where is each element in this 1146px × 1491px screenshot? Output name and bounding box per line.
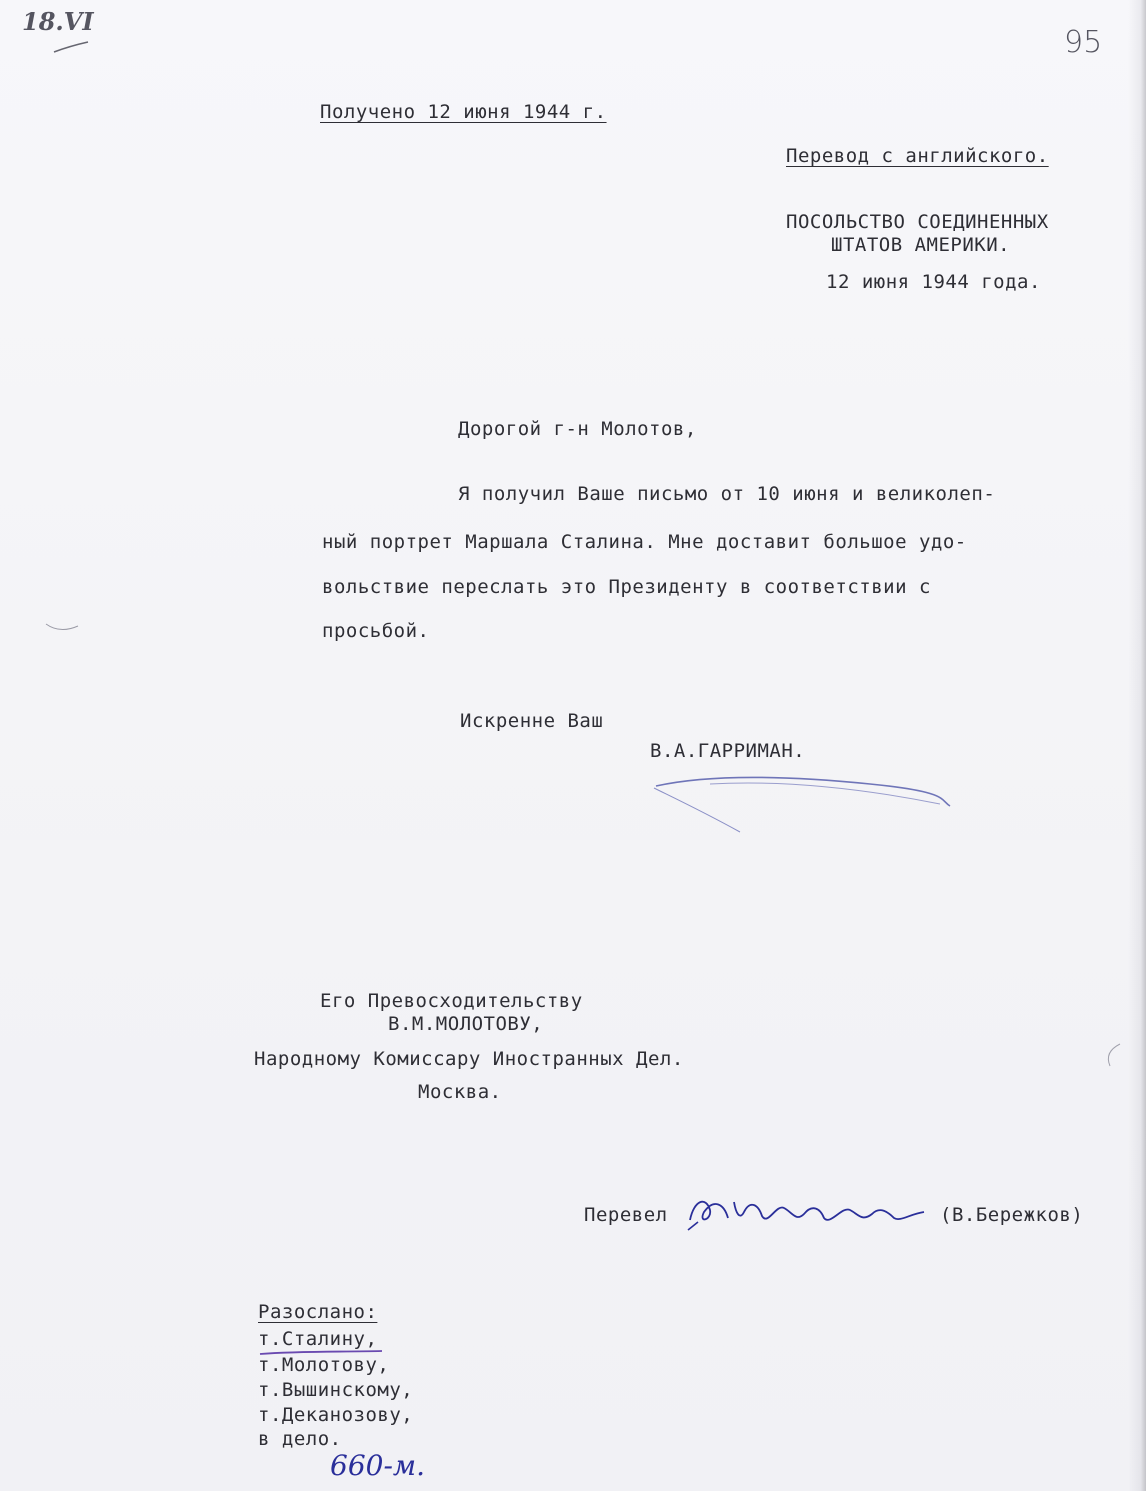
signature-flourish: [640, 770, 960, 860]
distribution-recipient: в дело.: [258, 1428, 342, 1450]
signer-name: В.А.ГАРРИМАН.: [650, 740, 806, 762]
paper-crease-mark: [1096, 1040, 1126, 1070]
received-stamp: Получено 12 июня 1944 г.: [320, 101, 607, 123]
translation-note: Перевод с английского.: [786, 145, 1049, 167]
distribution-title: Разослано:: [258, 1301, 378, 1323]
distribution-recipient: т.Вышинскому,: [258, 1379, 414, 1401]
closing: Искренне Ваш: [460, 710, 604, 732]
salutation: Дорогой г-н Молотов,: [458, 418, 697, 440]
body-line-2: ный портрет Маршала Сталина. Мне доставит большое удо-: [322, 531, 967, 553]
addressee-position: Народному Комиссару Иностранных Дел.: [254, 1048, 684, 1070]
distribution-recipient: т.Сталину,: [258, 1328, 378, 1350]
distribution-recipient: т.Деканозову,: [258, 1404, 414, 1426]
translator-label: Перевел: [584, 1204, 668, 1226]
date-note-underline: [52, 40, 92, 56]
body-line-3: вольствие переслать это Президенту в соответствии с: [322, 576, 931, 598]
date-note: 18.VI: [22, 7, 94, 36]
translator-name: (В.Бережков): [940, 1204, 1084, 1226]
addressee-name: В.М.МОЛОТОВУ,: [388, 1013, 544, 1035]
sender-line-1: ПОСОЛЬСТВО СОЕДИНЕННЫХ: [786, 211, 1049, 233]
distribution-recipient: т.Молотову,: [258, 1354, 390, 1376]
addressee-title: Его Превосходительству: [320, 990, 583, 1012]
registry-number: 660-м.: [330, 1449, 426, 1482]
page-edge-shadow: [1128, 0, 1146, 1491]
body-line-1: Я получил Ваше письмо от 10 июня и великолеп-: [458, 483, 996, 505]
paper-crease-mark: [44, 618, 84, 638]
letter-date: 12 июня 1944 года.: [826, 271, 1041, 293]
translator-signature: [684, 1190, 934, 1234]
body-line-4: просьбой.: [322, 620, 430, 642]
page-number: 95: [1064, 25, 1103, 60]
sender-line-2: ШТАТОВ АМЕРИКИ.: [831, 234, 1011, 256]
addressee-city: Москва.: [418, 1081, 502, 1103]
